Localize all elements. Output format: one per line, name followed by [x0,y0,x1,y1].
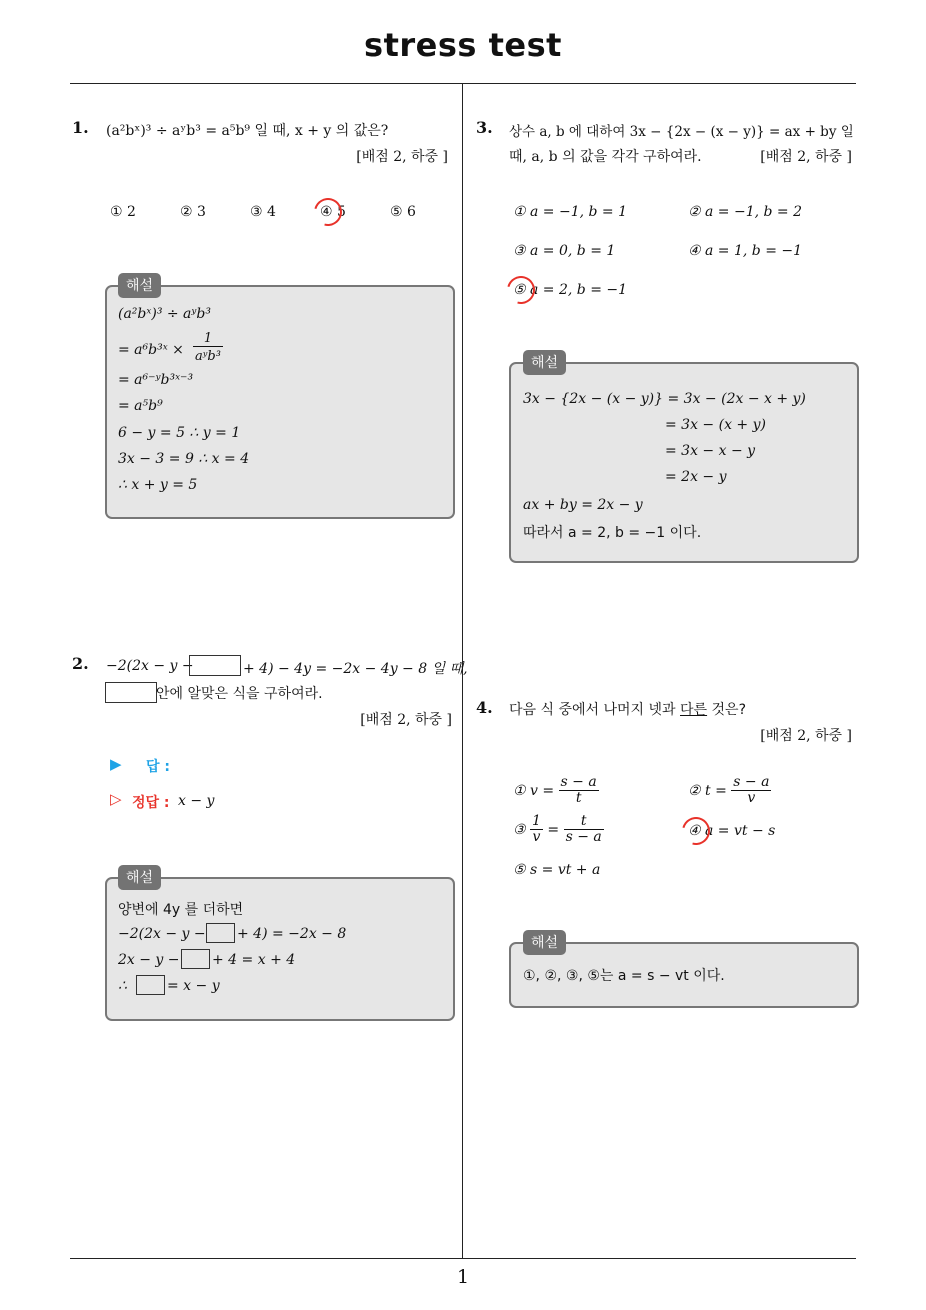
question-stem-c: 안에 알맞은 식을 구하여라. [156,686,323,702]
solution-fraction-num: 1 [193,331,223,347]
choice-5[interactable]: ⑤ a = 2, b = −1 [513,282,628,298]
stem-text: 것은? [707,702,747,718]
choice-1[interactable]: ① a = −1, b = 1 [513,204,628,220]
choice-4[interactable]: ④ a = vt − s [688,823,776,839]
answer-label: 답 : [146,759,170,775]
fraction-den: s − a [565,829,602,846]
choice-2[interactable] [688,775,771,807]
solution-line: = 2x − y [665,469,727,485]
solution-fraction-den: aʸb³ [195,349,221,364]
correct-label: 정답 : [132,795,170,811]
answer-arrow-icon: ▶ [110,755,122,773]
choice-4[interactable]: ④ a = 1, b = −1 [688,243,803,259]
blank-box [181,949,210,969]
question-stem: (a²bˣ)³ ÷ aʸb³ = a⁵b⁹ 일 때, x + y 의 값은? [106,123,389,139]
solution-line: ∴ x + y = 5 [118,477,198,493]
solution-line: = 3x − (x + y) [665,417,766,433]
fraction-den: v [747,790,756,807]
blank-box [189,655,241,676]
stem-text: 다음 식 중에서 나머지 넷과 [509,702,681,718]
solution-line: 3x − {2x − (x − y)} = 3x − (2x − x + y) [523,391,806,407]
page-title: stress test [364,26,562,64]
solution-tab: 해설 [118,273,161,298]
solution-line: = x − y [167,978,220,994]
correct-value: x − y [178,793,215,809]
choice-2[interactable]: ② a = −1, b = 2 [688,204,803,220]
solution-line: −2(2x − y − [118,926,206,942]
blank-box [136,975,165,995]
solution-line: (a²bˣ)³ ÷ aʸb³ [118,306,211,322]
choice-5[interactable]: ⑤ s = vt + a [513,862,601,878]
solution-tab: 해설 [523,930,566,955]
question-number: 2. [72,654,89,673]
choice-5[interactable]: ⑤ 6 [390,204,416,220]
solution-line: ax + by = 2x − y [523,497,643,513]
question-number: 4. [476,698,493,717]
question-stem-b: + 4) − 4y = −2x − 4y − 8 일 때, [243,661,468,677]
equals-sign: = [547,821,560,838]
question-stem-a: 상수 a, b 에 대하여 3x − {2x − (x − y)} = ax + by 일 [509,124,854,140]
question-number: 3. [476,118,493,137]
solution-line: 2x − y − [118,952,180,968]
question-stem-b: 때, a, b 의 값을 각각 구하여라. [509,149,702,165]
solution-line: 따라서 a = 2, b = −1 이다. [523,525,702,541]
fraction-num: t [564,814,604,830]
blank-box [105,682,157,703]
choice-label: ② t = [688,782,727,799]
solution-line: + 4 = x + 4 [212,952,296,968]
fraction-num: 1 [532,813,541,829]
choice-1[interactable]: ① 2 [110,204,136,220]
fraction-num: s − a [733,774,770,790]
solution-line: = a⁶⁻ʸb³ˣ⁻³ [118,372,194,388]
blank-box [206,923,235,943]
question-meta: [배점 2, 하중 ] [760,149,852,165]
choice-3[interactable]: ③ 4 [250,204,276,220]
fraction [559,775,599,807]
fraction [530,814,543,846]
question-stem-a: −2(2x − y − [106,658,194,674]
fraction-num: s − a [560,774,597,790]
header-rule [70,83,856,84]
choice-label: ① v = [513,782,555,799]
question-stem [509,699,746,719]
choice-3[interactable] [513,814,604,846]
solution-line: ∴ [118,978,127,994]
answer-mark-circle [677,812,715,850]
answer-mark-circle [309,193,347,231]
question-meta: [배점 2, 하중 ] [760,728,852,744]
choice-4[interactable]: ④ 5 [320,204,346,220]
answer-mark-circle [502,271,540,309]
solution-tab: 해설 [523,350,566,375]
stem-underlined: 다른 [680,702,708,718]
solution-line: = 3x − x − y [665,443,756,459]
solution-line: 양변에 4y 를 더하면 [118,902,244,918]
solution-line: 6 − y = 5 ∴ y = 1 [118,425,241,441]
fraction-den: t [575,790,582,807]
solution-tab: 해설 [118,865,161,890]
solution-line: = a⁶b³ˣ × [118,342,184,358]
question-number: 1. [72,118,89,137]
fraction [564,814,604,846]
page-number: 1 [456,1266,470,1288]
solution-line: = a⁵b⁹ [118,398,163,414]
choice-3[interactable]: ③ a = 0, b = 1 [513,243,616,259]
fraction-den: v [532,829,541,846]
correct-arrow-icon: ▷ [110,790,122,808]
choice-2[interactable]: ② 3 [180,204,206,220]
choice-label: ③ [513,821,526,838]
solution-line: ①, ②, ③, ⑤는 a = s − vt 이다. [523,968,725,984]
footer-rule [70,1258,856,1259]
solution-line: + 4) = −2x − 8 [237,926,347,942]
choice-1[interactable] [513,775,599,807]
solution-line: 3x − 3 = 9 ∴ x = 4 [118,451,250,467]
fraction [731,775,771,807]
question-meta: [배점 2, 하중 ] [360,712,452,728]
question-meta: [배점 2, 하중 ] [356,149,448,165]
